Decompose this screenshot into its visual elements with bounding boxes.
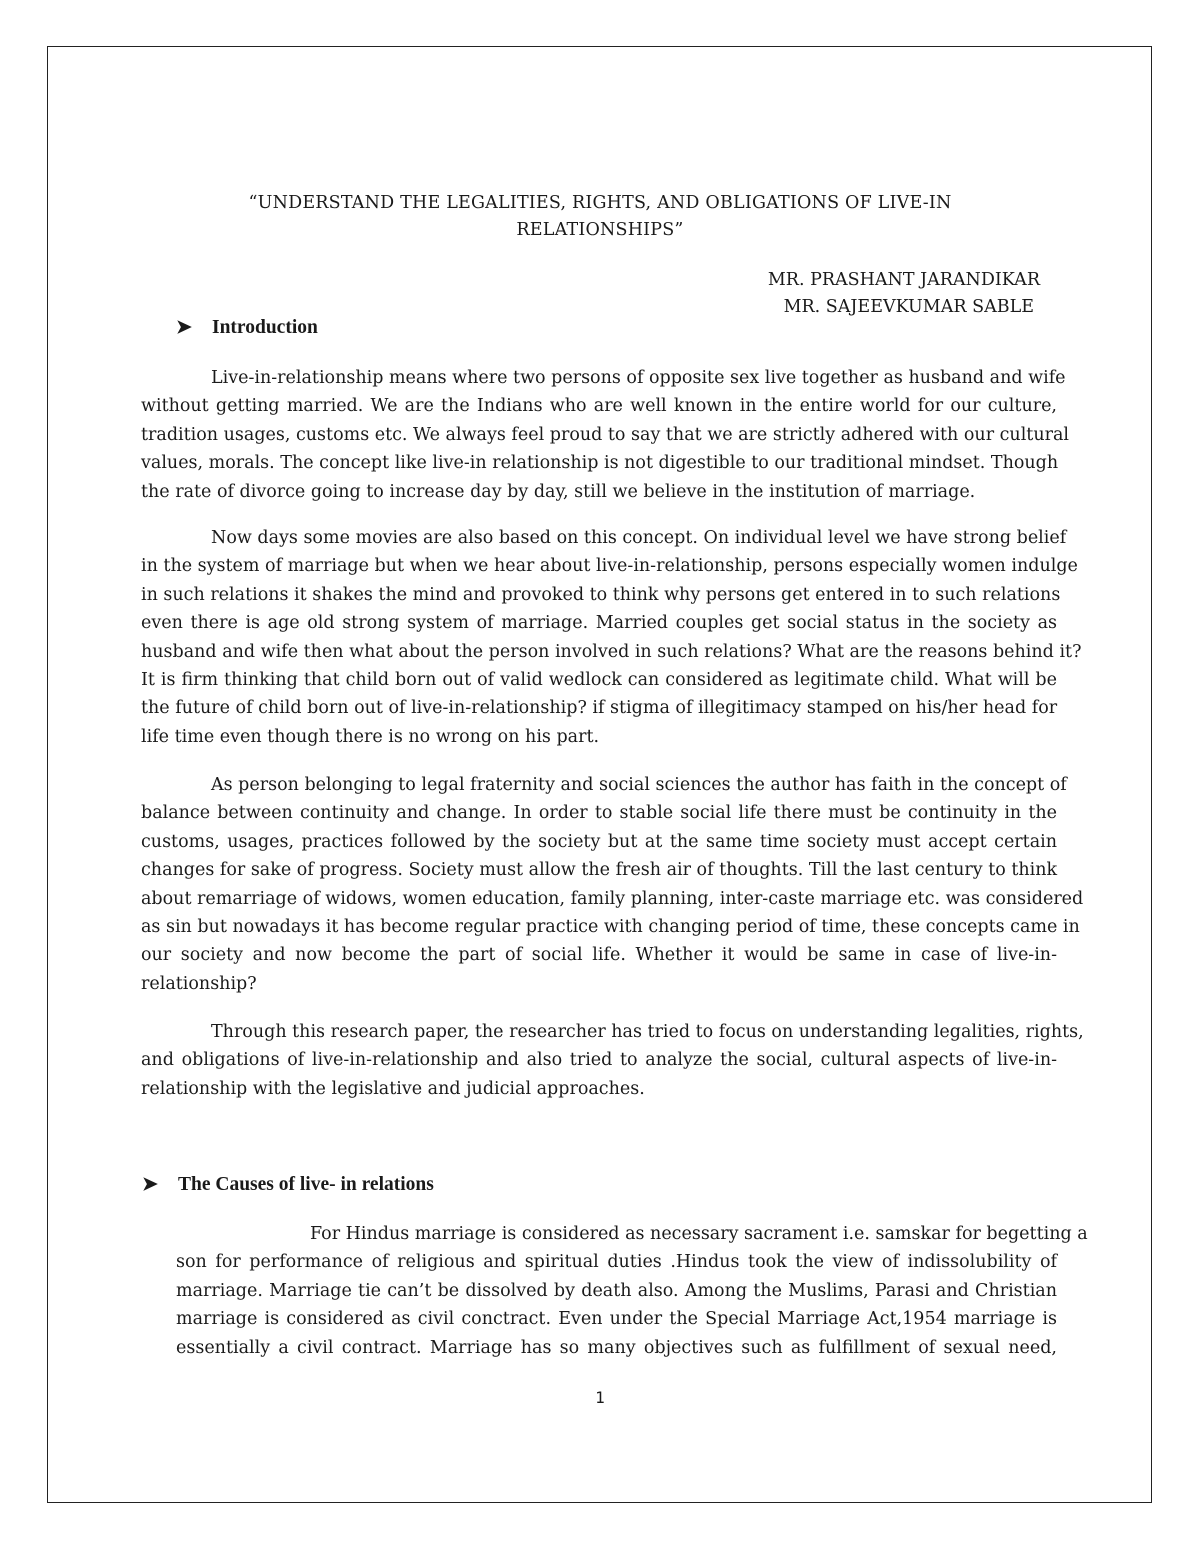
paragraph-line: Live-in-relationship means where two persons of opposite sex live together as husband and wife: [211, 368, 1066, 388]
paragraph-line: Through this research paper, the researcher has tried to focus on understanding legalities, rights,: [211, 1022, 1084, 1042]
section-heading-introduction: [176, 316, 318, 339]
paragraph: [176, 1220, 1088, 1362]
section-heading-causes: [142, 1173, 434, 1196]
paper-title: [140, 190, 1060, 244]
arrow-bullet-icon: ➤: [142, 1174, 158, 1195]
paragraph-line: customs, usages, practices followed by the society but at the same time society must accept certain: [141, 831, 1057, 852]
paragraph-line: marriage is considered as civil conctract. Even under the Special Marriage Act,1954 marriage is: [176, 1309, 1057, 1330]
author-name: MR. PRASHANT JARANDIKAR: [767, 270, 1040, 290]
paragraph-line: as sin but nowadays it has become regular practice with changing period of time, these concepts came in: [141, 916, 1080, 937]
paragraph-line: in the system of marriage but when we hear about live-in-relationship, persons especially women indulge: [141, 556, 1078, 577]
paragraph-line: son for performance of religious and spiritual duties .Hindus took the view of indissolubility of: [176, 1252, 1057, 1273]
paragraph-line: tradition usages, customs etc. We always feel proud to say that we are strictly adhered with our cultural: [141, 424, 1069, 445]
paragraph: [141, 524, 1082, 751]
paragraph-line: For Hindus marriage is considered as necessary sacrament i.e. samskar for begetting a: [310, 1224, 1088, 1244]
paragraph-line: about remarriage of widows, women education, family planning, inter-caste marriage etc. was considered: [141, 888, 1084, 909]
paragraph-line: without getting married. We are the Indians who are well known in the entire world for our culture,: [141, 396, 1057, 417]
paragraph-line: changes for sake of progress. Society must allow the fresh air of thoughts. Till the last century to think: [141, 860, 1058, 881]
paragraph-line: the future of child born out of live-in-relationship? if stigma of illegitimacy stamped on his/her head for: [141, 698, 1058, 719]
paragraph-line: and obligations of live-in-relationship and also tried to analyze the social, cultural aspects of live-in-: [141, 1050, 1057, 1071]
title-line-1: “UNDERSTAND THE LEGALITIES, RIGHTS, AND OBLIGATIONS OF LIVE-IN: [248, 193, 952, 213]
paragraph-line: It is firm thinking that child born out of valid wedlock can considered as legitimate child. What will be: [141, 669, 1057, 690]
author-name: MR. SAJEEVKUMAR SABLE: [783, 297, 1034, 317]
paragraph-line: relationship?: [141, 973, 257, 994]
paragraph: [141, 364, 1069, 506]
paragraph-line: essentially a civil contract. Marriage has so many objectives such as fulfillment of sexual need,: [176, 1337, 1057, 1358]
paragraph-line: life time even though there is no wrong on his part.: [141, 726, 600, 747]
paragraph-line: relationship with the legislative and judicial approaches.: [141, 1078, 645, 1099]
section-heading-text: Introduction: [212, 316, 318, 338]
paragraph: [141, 771, 1084, 998]
title-line-2: RELATIONSHIPS”: [516, 220, 684, 240]
paragraph-line: Now days some movies are also based on this concept. On individual level we have strong belief: [211, 528, 1067, 548]
paragraph-line: husband and wife then what about the person involved in such relations? What are the reasons behind it?: [141, 641, 1082, 662]
paragraph-line: in such relations it shakes the mind and provoked to think why persons get entered in to such relations: [141, 584, 1061, 605]
page-number: 1: [595, 1388, 605, 1407]
paragraph: [141, 1018, 1084, 1103]
paragraph-line: the rate of divorce going to increase day by day, still we believe in the institution of marriage.: [141, 481, 976, 502]
paragraph-line: balance between continuity and change. In order to stable social life there must be continuity in the: [141, 803, 1057, 824]
paragraph-line: even there is age old strong system of marriage. Married couples get social status in the society as: [141, 613, 1057, 634]
paragraph-line: As person belonging to legal fraternity and social sciences the author has faith in the concept of: [211, 775, 1067, 795]
paragraph-line: values, morals. The concept like live-in relationship is not digestible to our traditional mindset. Though: [141, 453, 1059, 474]
authors-block: [768, 267, 1040, 321]
section-heading-text: The Causes of live- in relations: [178, 1173, 434, 1195]
paragraph-line: our society and now become the part of social life. Whether it would be same in case of live-in-: [141, 945, 1057, 966]
paragraph-line: marriage. Marriage tie can’t be dissolved by death also. Among the Muslims, Parasi and Christian: [176, 1280, 1057, 1301]
arrow-bullet-icon: ➤: [176, 317, 192, 338]
